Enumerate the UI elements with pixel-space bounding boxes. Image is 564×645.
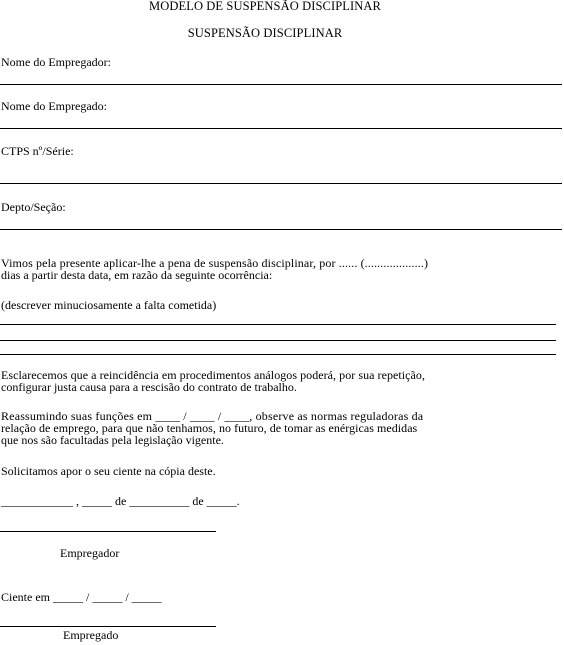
employee-name-label: Nome do Empregado: — [1, 99, 107, 113]
employee-signature-line[interactable] — [0, 626, 216, 627]
fault-description-line-3[interactable] — [0, 354, 556, 355]
employer-signature-line[interactable] — [0, 531, 216, 532]
department-label: Depto/Seção: — [1, 200, 66, 214]
employee-name-line[interactable] — [0, 128, 562, 129]
return-paragraph-line-3: que nos são facultadas pela legislação vigente. — [1, 433, 224, 447]
employee-signature-label: Empregado — [63, 628, 119, 642]
fault-description-instruction: (descrever minuciosamente a falta cometida) — [1, 298, 217, 312]
fault-description-line-1[interactable] — [0, 324, 556, 325]
suspension-paragraph-line-1: Vimos pela presente aplicar-lhe a pena de suspensão disciplinar, por ...... (...................) — [1, 256, 429, 270]
document-subtitle: SUSPENSÃO DISCIPLINAR — [187, 26, 343, 40]
employer-name-line[interactable] — [0, 84, 562, 85]
return-paragraph-line-1: Reassumindo suas funções em ____ / ____ / ____, observe as normas reguladoras da — [1, 409, 424, 423]
recurrence-paragraph-line-2: configurar justa causa para a rescisão do contrato de trabalho. — [1, 380, 297, 394]
fault-description-line-2[interactable] — [0, 340, 556, 341]
employer-signature-label: Empregador — [60, 546, 120, 560]
place-date-line[interactable]: ____________ , _____ de __________ de _____. — [1, 494, 240, 508]
department-line[interactable] — [0, 229, 562, 230]
ctps-label: CTPS nº/Série: — [1, 144, 74, 158]
recurrence-paragraph-line-1: Esclarecemos que a reincidência em procedimentos análogos poderá, por sua repetição, — [1, 368, 426, 382]
employer-name-label: Nome do Empregador: — [1, 55, 111, 69]
signature-request: Solicitamos apor o seu ciente na cópia deste. — [1, 464, 216, 478]
ctps-line[interactable] — [0, 183, 562, 184]
return-paragraph-line-2: relação de emprego, para que não tenhamos, no futuro, de tomar as enérgicas medidas — [1, 421, 418, 435]
document-title: MODELO DE SUSPENSÃO DISCIPLINAR — [149, 0, 381, 13]
ciente-date-line[interactable]: Ciente em _____ / _____ / _____ — [1, 590, 162, 604]
suspension-paragraph-line-2: dias a partir desta data, em razão da seguinte ocorrência: — [1, 268, 273, 282]
